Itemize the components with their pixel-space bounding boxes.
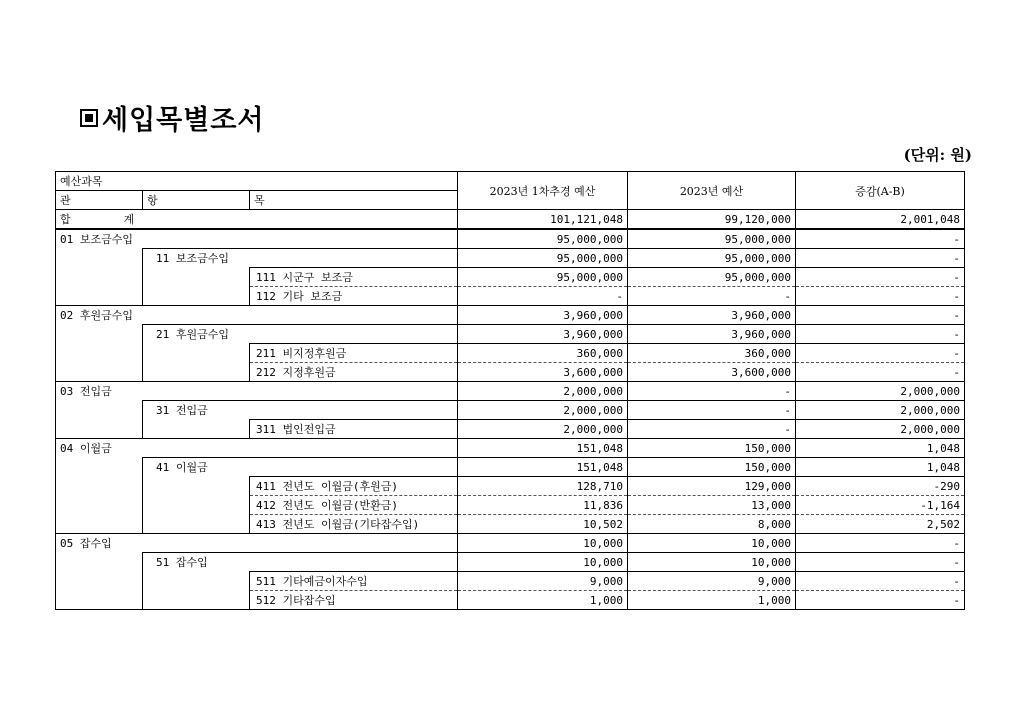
gwan-label: 02 후원금수입 xyxy=(56,306,458,325)
difference-amount: - xyxy=(796,229,965,249)
supplementary-amount: 95,000,000 xyxy=(458,229,628,249)
total-original: 99,120,000 xyxy=(628,210,796,230)
mok-label: 311 법인전입금 xyxy=(250,420,458,439)
table-row xyxy=(56,363,965,382)
difference-amount: -290 xyxy=(796,477,965,496)
header-original-budget: 2023년 예산 xyxy=(628,172,796,210)
gwan-label: 05 잡수입 xyxy=(56,534,458,553)
difference-amount: 2,000,000 xyxy=(796,401,965,420)
hang-spacer xyxy=(143,591,250,610)
hang-spacer xyxy=(143,268,250,287)
mok-label: 111 시군구 보조금 xyxy=(250,268,458,287)
original-amount: - xyxy=(628,420,796,439)
difference-amount: - xyxy=(796,287,965,306)
gwan-spacer xyxy=(56,477,143,496)
gwan-spacer xyxy=(56,325,143,344)
mok-label: 112 기타 보조금 xyxy=(250,287,458,306)
mok-label: 412 전년도 이월금(반환금) xyxy=(250,496,458,515)
hang-spacer xyxy=(143,515,250,534)
supplementary-amount: 360,000 xyxy=(458,344,628,363)
difference-amount: -1,164 xyxy=(796,496,965,515)
gwan-spacer xyxy=(56,458,143,477)
supplementary-amount: 1,000 xyxy=(458,591,628,610)
header-hang: 항 xyxy=(143,191,250,210)
table-row xyxy=(56,229,965,249)
original-amount: 1,000 xyxy=(628,591,796,610)
supplementary-amount: 10,502 xyxy=(458,515,628,534)
total-label: 합 계 xyxy=(56,210,458,230)
supplementary-amount: 2,000,000 xyxy=(458,420,628,439)
header-supplementary-budget: 2023년 1차추경 예산 xyxy=(458,172,628,210)
page-title xyxy=(80,98,265,137)
gwan-spacer xyxy=(56,249,143,268)
difference-amount: - xyxy=(796,553,965,572)
hang-spacer xyxy=(143,496,250,515)
mok-label: 511 기타예금이자수입 xyxy=(250,572,458,591)
difference-amount: - xyxy=(796,344,965,363)
supplementary-amount: - xyxy=(458,287,628,306)
gwan-spacer xyxy=(56,420,143,439)
original-amount: 13,000 xyxy=(628,496,796,515)
difference-amount: 2,000,000 xyxy=(796,382,965,401)
gwan-spacer xyxy=(56,515,143,534)
difference-amount: - xyxy=(796,306,965,325)
gwan-label: 01 보조금수입 xyxy=(56,229,458,249)
supplementary-amount: 3,960,000 xyxy=(458,325,628,344)
difference-amount: - xyxy=(796,363,965,382)
difference-amount: - xyxy=(796,249,965,268)
hang-spacer xyxy=(143,287,250,306)
difference-amount: - xyxy=(796,534,965,553)
original-amount: 360,000 xyxy=(628,344,796,363)
difference-amount: 2,000,000 xyxy=(796,420,965,439)
original-amount: - xyxy=(628,382,796,401)
original-amount: 95,000,000 xyxy=(628,268,796,287)
mok-label: 512 기타잡수입 xyxy=(250,591,458,610)
gwan-spacer xyxy=(56,344,143,363)
table-row xyxy=(56,515,965,534)
gwan-spacer xyxy=(56,363,143,382)
table-row xyxy=(56,306,965,325)
hang-label: 41 이월금 xyxy=(143,458,458,477)
total-difference: 2,001,048 xyxy=(796,210,965,230)
unit-label: (단위: 원) xyxy=(903,146,972,164)
original-amount: 129,000 xyxy=(628,477,796,496)
original-amount: - xyxy=(628,287,796,306)
header-budget-subject: 예산과목 xyxy=(56,172,458,191)
mok-label: 211 비지정후원금 xyxy=(250,344,458,363)
table-row xyxy=(56,572,965,591)
gwan-spacer xyxy=(56,553,143,572)
original-amount: 3,960,000 xyxy=(628,306,796,325)
hang-spacer xyxy=(143,420,250,439)
table-row xyxy=(56,458,965,477)
table-row xyxy=(56,439,965,458)
gwan-spacer xyxy=(56,591,143,610)
difference-amount: - xyxy=(796,591,965,610)
table-row xyxy=(56,420,965,439)
table-row xyxy=(56,287,965,306)
supplementary-amount: 95,000,000 xyxy=(458,268,628,287)
supplementary-amount: 151,048 xyxy=(458,439,628,458)
original-amount: 3,960,000 xyxy=(628,325,796,344)
hang-label: 11 보조금수입 xyxy=(143,249,458,268)
difference-amount: 2,502 xyxy=(796,515,965,534)
supplementary-amount: 2,000,000 xyxy=(458,382,628,401)
table-row xyxy=(56,553,965,572)
gwan-spacer xyxy=(56,401,143,420)
mok-label: 413 전년도 이월금(기타잡수입) xyxy=(250,515,458,534)
table-row xyxy=(56,534,965,553)
table-row xyxy=(56,477,965,496)
gwan-spacer xyxy=(56,268,143,287)
supplementary-amount: 10,000 xyxy=(458,553,628,572)
table-row xyxy=(56,382,965,401)
hang-spacer xyxy=(143,477,250,496)
supplementary-amount: 2,000,000 xyxy=(458,401,628,420)
supplementary-amount: 9,000 xyxy=(458,572,628,591)
gwan-spacer xyxy=(56,287,143,306)
table-row xyxy=(56,496,965,515)
original-amount: - xyxy=(628,401,796,420)
header-difference: 증감(A-B) xyxy=(796,172,965,210)
mok-label: 411 전년도 이월금(후원금) xyxy=(250,477,458,496)
revenue-budget-table xyxy=(55,171,965,610)
supplementary-amount: 95,000,000 xyxy=(458,249,628,268)
table-row xyxy=(56,268,965,287)
hang-label: 51 잡수입 xyxy=(143,553,458,572)
gwan-label: 03 전입금 xyxy=(56,382,458,401)
supplementary-amount: 128,710 xyxy=(458,477,628,496)
original-amount: 8,000 xyxy=(628,515,796,534)
table-row xyxy=(56,591,965,610)
table-row xyxy=(56,401,965,420)
supplementary-amount: 3,960,000 xyxy=(458,306,628,325)
table-row xyxy=(56,325,965,344)
supplementary-amount: 10,000 xyxy=(458,534,628,553)
supplementary-amount: 151,048 xyxy=(458,458,628,477)
table-row xyxy=(56,344,965,363)
difference-amount: - xyxy=(796,325,965,344)
gwan-label: 04 이월금 xyxy=(56,439,458,458)
square-bullet-icon xyxy=(80,109,98,127)
original-amount: 150,000 xyxy=(628,458,796,477)
hang-spacer xyxy=(143,572,250,591)
page-title-text: 세입목별조서 xyxy=(102,105,265,136)
original-amount: 10,000 xyxy=(628,553,796,572)
hang-spacer xyxy=(143,344,250,363)
difference-amount: - xyxy=(796,268,965,287)
original-amount: 150,000 xyxy=(628,439,796,458)
original-amount: 95,000,000 xyxy=(628,249,796,268)
original-amount: 3,600,000 xyxy=(628,363,796,382)
table-row xyxy=(56,249,965,268)
difference-amount: 1,048 xyxy=(796,458,965,477)
total-row xyxy=(56,210,965,230)
hang-label: 21 후원금수입 xyxy=(143,325,458,344)
original-amount: 10,000 xyxy=(628,534,796,553)
difference-amount: 1,048 xyxy=(796,439,965,458)
gwan-spacer xyxy=(56,572,143,591)
hang-label: 31 전입금 xyxy=(143,401,458,420)
header-gwan: 관 xyxy=(56,191,143,210)
header-mok: 목 xyxy=(250,191,458,210)
header-row-1 xyxy=(56,172,965,191)
mok-label: 212 지정후원금 xyxy=(250,363,458,382)
supplementary-amount: 11,836 xyxy=(458,496,628,515)
difference-amount: - xyxy=(796,572,965,591)
original-amount: 9,000 xyxy=(628,572,796,591)
total-supplementary: 101,121,048 xyxy=(458,210,628,230)
gwan-spacer xyxy=(56,496,143,515)
original-amount: 95,000,000 xyxy=(628,229,796,249)
hang-spacer xyxy=(143,363,250,382)
supplementary-amount: 3,600,000 xyxy=(458,363,628,382)
